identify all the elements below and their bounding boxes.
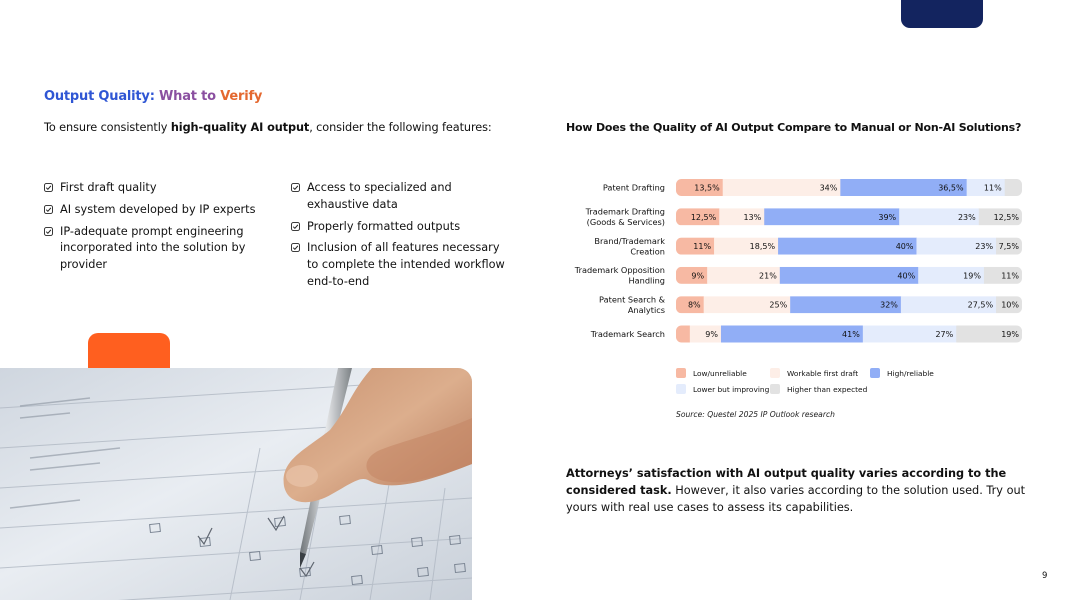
data-label: 8% <box>687 300 701 310</box>
data-label: 11% <box>983 183 1002 193</box>
section-title <box>44 89 262 104</box>
checkbox-checked-icon <box>44 227 53 236</box>
category-label-line: Brand/Trademark <box>594 235 665 246</box>
checkbox-checked-icon <box>291 243 300 252</box>
data-label: 23% <box>957 212 976 222</box>
data-label: 13,5% <box>694 183 720 193</box>
bar-row <box>676 179 1022 196</box>
feature-item <box>291 219 506 236</box>
feature-text: Inclusion of all features necessary to complete the intended workflow end-to-end <box>307 241 505 288</box>
feature-text: IP-adequate prompt engineering incorporated into the solution by provider <box>60 224 246 272</box>
data-label: 10% <box>1001 300 1019 310</box>
legend-swatch <box>870 368 880 378</box>
section-title-part1: Output Quality: <box>44 89 155 104</box>
category-label-line: Patent Drafting <box>602 182 665 193</box>
data-label: 12,5% <box>993 212 1019 222</box>
intro-text <box>44 121 492 134</box>
checkbox-checked-icon <box>44 183 53 192</box>
category-label <box>603 183 665 193</box>
legend-swatch <box>770 384 780 394</box>
orange-accent-tab <box>88 333 170 373</box>
category-label <box>585 207 665 228</box>
data-label: 18,5% <box>749 242 776 252</box>
feature-item <box>44 202 264 219</box>
category-label-line: Creation <box>630 246 665 257</box>
bar-segment <box>676 326 690 343</box>
data-label: 40% <box>897 271 916 281</box>
feature-item <box>291 240 506 290</box>
legend-label: Higher than expected <box>787 385 868 394</box>
conclusion-rest: However, it also varies according to the solution used. Try out yours with real use cases to assess its capabilities. <box>566 483 1026 514</box>
checkbox-checked-icon <box>291 183 300 192</box>
section-title-part2: What to <box>159 89 216 104</box>
data-label: 19% <box>1001 330 1019 339</box>
legend-label: Low/unreliable <box>693 369 747 378</box>
conclusion-text <box>566 466 1026 516</box>
stacked-bar-chart <box>560 172 1030 404</box>
data-label: 32% <box>880 300 898 310</box>
data-label: 9% <box>691 271 705 281</box>
intro-bold: high-quality AI output <box>170 121 310 134</box>
category-label <box>590 329 665 339</box>
legend-label: High/reliable <box>887 369 934 378</box>
chart-title: How Does the Quality of AI Output Compare to Manual or Non-AI Solutions? <box>566 121 1022 134</box>
category-label <box>574 265 665 286</box>
feature-item <box>291 180 506 214</box>
feature-text: Access to specialized and exhaustive data <box>307 181 452 211</box>
feature-list-right <box>291 180 506 296</box>
data-label: 34% <box>819 183 838 193</box>
data-label: 12,5% <box>690 212 717 222</box>
legend-swatch <box>676 368 686 378</box>
category-label-line: Patent Search & <box>599 294 665 305</box>
checkbox-checked-icon <box>291 222 300 231</box>
feature-list-left <box>44 180 264 279</box>
data-label: 9% <box>705 330 718 339</box>
section-title-part3: Verify <box>220 89 263 104</box>
feature-item <box>44 224 264 274</box>
data-label: 11% <box>693 242 712 252</box>
feature-text: AI system developed by IP experts <box>60 202 256 216</box>
data-label: 13% <box>743 212 762 222</box>
legend-label: Lower but improving <box>693 385 770 394</box>
category-label <box>594 236 665 257</box>
data-label: 40% <box>895 242 914 252</box>
data-label: 41% <box>842 330 860 339</box>
feature-item <box>44 180 264 197</box>
hand-holding-pen-checklist-photo <box>0 368 472 600</box>
data-label: 21% <box>759 271 777 281</box>
legend-label: Workable first draft <box>787 369 859 378</box>
legend-swatch <box>770 368 780 378</box>
data-label: 25% <box>769 300 788 310</box>
data-label: 27% <box>935 330 954 339</box>
category-label-line: Handling <box>628 275 665 286</box>
feature-text: Properly formatted outputs <box>307 219 461 233</box>
data-label: 36,5% <box>938 183 964 193</box>
intro-before: To ensure consistently <box>44 121 171 134</box>
legend-swatch <box>676 384 686 394</box>
source-note: Source: Questel 2025 IP Outlook research <box>676 410 835 419</box>
intro-after: , consider the following features: <box>309 121 492 134</box>
category-label-line: Trademark Drafting <box>585 206 665 217</box>
category-label-line: Analytics <box>627 304 665 315</box>
checkbox-checked-icon <box>44 205 53 214</box>
feature-text: First draft quality <box>60 181 157 194</box>
data-label: 39% <box>878 212 897 222</box>
category-label-line: Trademark Search <box>590 329 665 339</box>
bar-segment <box>1005 179 1023 196</box>
data-label: 23% <box>975 242 994 252</box>
category-label-line: Trademark Opposition <box>574 265 665 276</box>
top-navy-tab <box>901 0 983 28</box>
category-label-line: (Goods & Services) <box>586 217 665 228</box>
page-number: 9 <box>1042 571 1048 581</box>
category-label <box>599 294 666 315</box>
data-label: 11% <box>1001 271 1019 281</box>
data-label: 7,5% <box>998 242 1019 252</box>
data-label: 19% <box>963 271 981 281</box>
data-label: 27,5% <box>967 300 994 310</box>
conclusion-bold: Attorneys’ satisfaction with AI output quality varies according to the considered task. <box>566 467 1007 497</box>
bar-row <box>676 238 1022 255</box>
